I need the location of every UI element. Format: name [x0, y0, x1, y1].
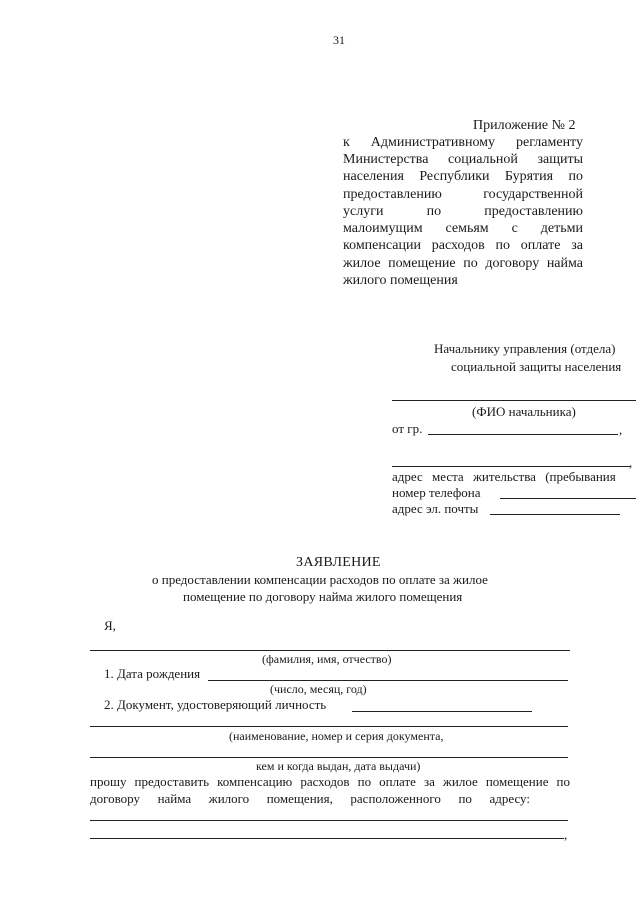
statement-subtitle: о предоставлении компенсации расходов по оплате за жилое [152, 572, 488, 587]
comma: , [619, 422, 623, 437]
issued-by-line [90, 757, 568, 758]
addressee-line: социальной защиты населения [451, 359, 622, 374]
request-text: договору найма жилого помещения, расположенного по адресу: [90, 791, 530, 806]
addressee-line: Начальнику управления (отдела) [434, 341, 616, 356]
annex-line: услуги по предоставлению [343, 204, 583, 219]
issued-by-hint: кем и когда выдан, дата выдачи) [256, 759, 421, 773]
phone-line [500, 498, 636, 499]
annex-line: жилого помещения [343, 273, 458, 288]
id-document-label: 2. Документ, удостоверяющий личность [104, 697, 327, 712]
comma: , [629, 455, 633, 470]
email-line [490, 514, 620, 515]
applicant-extra-line [392, 466, 630, 467]
birth-date-hint: (число, месяц, год) [270, 682, 367, 696]
from-name-line [428, 434, 618, 435]
annex-line: компенсации расходов по оплате за [343, 238, 583, 253]
i-label: Я, [104, 618, 116, 633]
head-name-hint: (ФИО начальника) [472, 404, 576, 419]
statement-subtitle: помещение по договору найма жилого помещения [183, 589, 463, 604]
phone-label: номер телефона [392, 485, 481, 500]
comma: , [564, 827, 568, 842]
id-document-line [352, 711, 532, 712]
request-text: прошу предоставить компенсацию расходов по оплате за жилое помещение по [90, 774, 570, 789]
annex-line: Министерства социальной защиты [343, 152, 583, 167]
address-line [90, 838, 564, 839]
annex-line: предоставлению государственной [343, 187, 583, 202]
annex-line: населения Республики Бурятия по [343, 169, 583, 184]
full-name-hint: (фамилия, имя, отчество) [262, 652, 392, 666]
annex-line: к Административному регламенту [343, 135, 583, 150]
statement-title: ЗАЯВЛЕНИЕ [296, 555, 381, 570]
birth-date-line [208, 680, 568, 681]
head-name-line [392, 400, 636, 401]
annex-line: жилое помещение по договору найма [343, 256, 583, 271]
from-label: от гр. [392, 421, 423, 436]
document-details-hint: (наименование, номер и серия документа, [229, 729, 444, 743]
email-label: адрес эл. почты [392, 501, 479, 516]
annex-line: малоимущим семьям с детьми [343, 221, 583, 236]
address-line [90, 820, 568, 821]
birth-date-label: 1. Дата рождения [104, 666, 201, 681]
document-details-line [90, 726, 568, 727]
residence-label: адрес места жительства (пребывания [392, 469, 616, 484]
page-number: 31 [333, 33, 345, 47]
annex-title: Приложение № 2 [473, 118, 576, 133]
full-name-line [90, 650, 570, 651]
